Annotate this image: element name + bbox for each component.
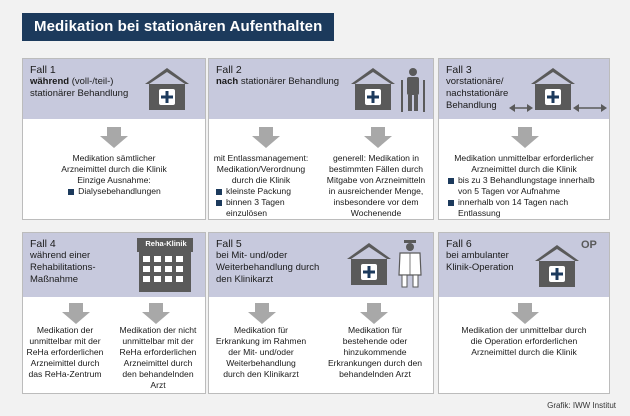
body-line: Medikation der [36,325,94,335]
body-line: Einzige Ausnahme: [77,175,151,185]
body-line: mit Entlassmanagement: [213,153,309,163]
down-arrow-icon [247,303,277,325]
fall-label: Fall 3 [446,64,472,76]
fall-label: Fall 6 [446,238,472,250]
fall-label: Fall 5 [216,238,242,250]
header-text: bei Mit- und/oder Weiterbehandlung durch den Klinikarzt [216,250,320,285]
panel-fall-2 [208,58,434,220]
bullet-item: kleinste Packung [215,186,313,197]
panel-header [439,233,609,297]
body-line: unmittelbar mit der [29,336,101,346]
body-line: Medikation der unmittelbar durch [461,325,587,335]
body-line: Medikation sämtlicher [72,153,156,163]
body-line: Erkrankung im Rahmen [215,336,307,346]
body-line: bestehende oder [342,336,408,346]
down-arrow-icon [99,127,129,149]
bullet-item: binnen 3 Tagen einzulösen [215,197,313,219]
body-line: insbesondere vor dem [333,197,419,207]
body-line: das ReHa-Zentrum [28,369,102,379]
down-arrow-icon [510,303,540,325]
panel-fall-6 [438,232,610,394]
body-line: bestimmten Fällen durch [328,164,424,174]
header-bold: während [30,76,70,87]
house-op-icon [533,241,587,291]
panel-fall-3 [438,58,610,220]
body-line: Wochenende [350,208,402,218]
panel-body-right [109,325,207,391]
bullet-item: innerhalb von 14 Tagen nach Entlassung [447,197,597,219]
panel-header [209,233,433,297]
header-text: vorstationäre/ nachstationäre Behandlung [446,76,509,111]
down-arrow-icon [61,303,91,325]
house-double-arrow-icon [509,66,609,116]
body-line: Weiterbehandlung [226,358,296,368]
body-line: Medikation der nicht [119,325,197,335]
body-line: den behandelnden [122,369,194,379]
body-line: unmittelbar mit der [122,336,194,346]
fall-label: Fall 1 [30,64,56,76]
panel-body [23,153,205,197]
fall-label: Fall 4 [30,238,56,250]
down-arrow-icon [359,303,389,325]
body-line: der Mit- und/oder [228,347,294,357]
panel-fall-1 [22,58,206,220]
credit-text: Grafik: IWW Institut [547,401,616,410]
panel-header [23,233,205,297]
body-line: Medikation für [234,325,288,335]
header-text: (voll-/teil-) stationärer Behandlung [30,76,129,99]
panel-body [439,325,609,358]
panel-body-left [209,325,313,380]
house-with-doctor-icon [345,239,431,291]
body-line: die Operation erforderlichen [470,336,578,346]
body-line: Medikation für [348,325,402,335]
body-line: Arzneimittel durch die Klinik [61,164,167,174]
panel-body [439,153,609,219]
body-line: Arzneimittel durch die Klinik [471,164,577,174]
body-line: Arzneimittel durch [123,358,193,368]
body-line: Erkrankungen durch den [327,358,423,368]
down-arrow-icon [363,127,393,149]
body-line: Arzneimittel durch [30,358,100,368]
page-title: Medikation bei stationären Aufenthalten [22,13,334,41]
house-with-patient-icon [349,66,429,114]
panel-body-right [315,325,435,380]
panel-header [23,59,205,119]
body-line: Medikation/Verordnung [216,164,306,174]
down-arrow-icon [510,127,540,149]
panel-fall-5 [208,232,434,394]
body-line: ReHa erforderlichen [119,347,197,357]
house-icon [143,66,195,112]
panel-body-right [317,153,435,219]
body-line: durch die Klinik [231,175,291,185]
header-text: stationärer Behandlung [238,76,340,87]
body-line: Mitgabe von Arzneimitteln [326,175,426,185]
down-arrow-icon [141,303,171,325]
bullet-item: Dialysebehandlungen [67,186,161,197]
body-line: ReHa erforderlichen [26,347,104,357]
body-line: Medikation unmittelbar erforderlicher [454,153,594,163]
body-line: generell: Medikation in [333,153,419,163]
fall-label: Fall 2 [216,64,242,76]
header-text: während einer Rehabilitations-Maßnahme [30,250,96,285]
panel-body-left [209,153,313,219]
panel-fall-4 [22,232,206,394]
body-line: Arzneimittel durch die Klinik [471,347,577,357]
down-arrow-icon [251,127,281,149]
panel-header [209,59,433,119]
op-label: OP [581,239,597,251]
body-line: behandelnden Arzt [339,369,411,379]
body-line: durch den Klinikarzt [223,369,299,379]
body-line: hinzukommende [343,347,407,357]
panel-body-left [23,325,107,380]
header-bold: nach [216,76,239,87]
body-line: in ausreichender Menge, [328,186,424,196]
panel-header [439,59,609,119]
bullet-item: bis zu 3 Behandlungstage innerhalb von 5 Tagen vor Aufnahme [447,175,597,197]
header-text: bei ambulanter Klinik-Operation [446,250,514,273]
building-label: Reha-Klinik [145,239,187,248]
body-line: Arzt [150,380,166,390]
